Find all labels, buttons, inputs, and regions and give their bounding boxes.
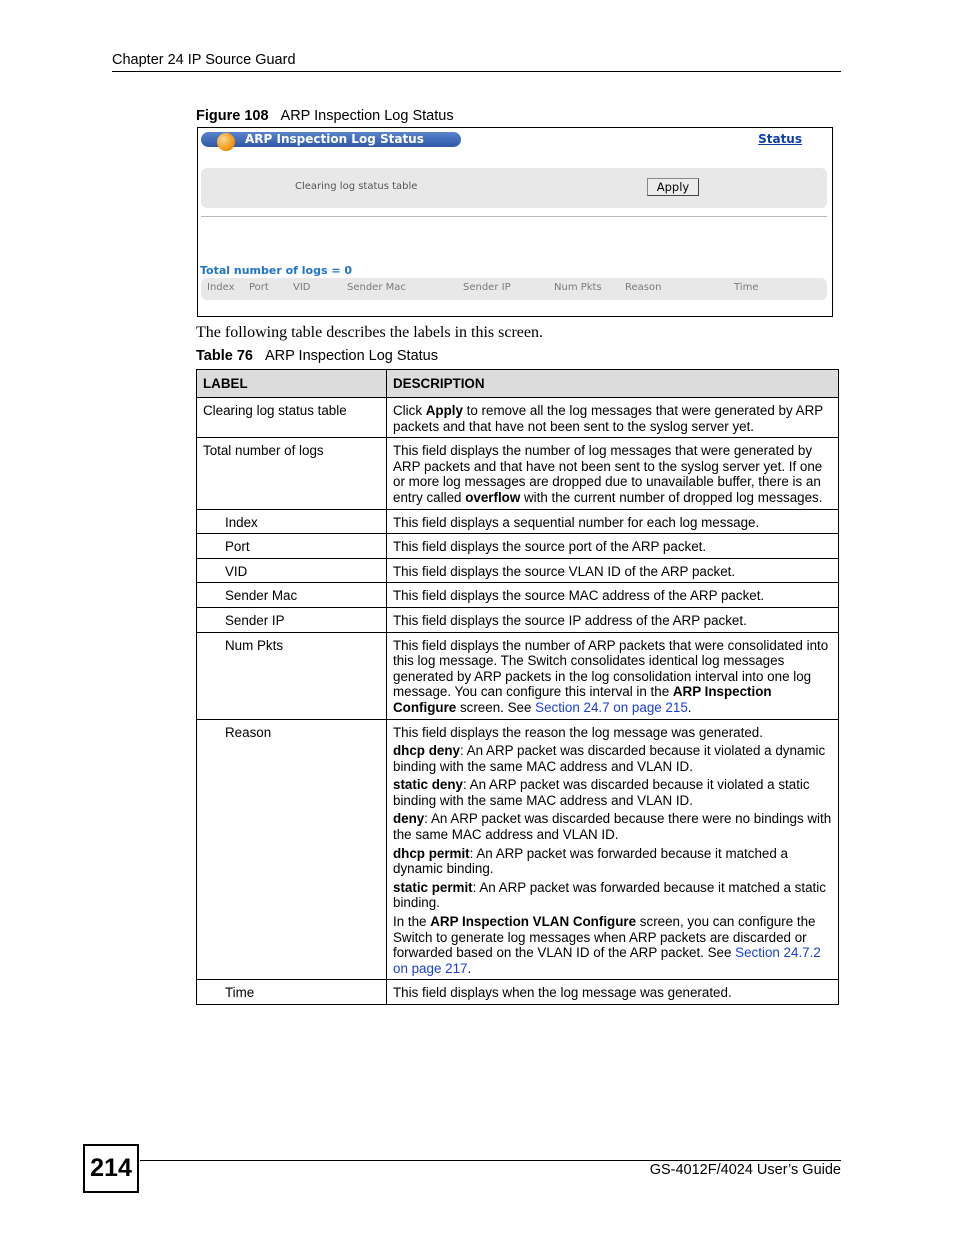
row-description: This field displays the source IP address of the ARP packet. [387,607,839,632]
footer-rule [140,1160,841,1161]
screenshot-figure [197,127,833,317]
orb-icon [217,133,235,151]
table-title: ARP Inspection Log Status [264,348,438,364]
col-header-vid: VID [293,282,311,293]
table-row [197,632,839,719]
chapter-header: Chapter 24 IP Source Guard [112,52,296,68]
figure-title: ARP Inspection Log Status [280,108,454,124]
row-label: Index [197,509,387,534]
separator-line [201,216,827,217]
row-description: This field displays the number of log messages that were generated by ARP packets and that have not been sent to the syslog server yet. If one or more log messages are dropped due to unavailable buffer, there is an entry called overflow with the current number of dropped log messages. [387,438,839,509]
col-header-num-pkts: Num Pkts [554,282,602,293]
header-label: LABEL [197,370,387,398]
header-description: DESCRIPTION [387,370,839,398]
total-logs-label: Total number of logs = 0 [200,264,353,277]
screen-title: ARP Inspection Log Status [245,132,424,146]
row-description: This field displays when the log message was generated. [387,980,839,1005]
row-label: Total number of logs [197,438,387,509]
intro-text: The following table describes the labels in this screen. [196,324,544,341]
screen-title-bar [201,132,461,147]
table-header-row [197,370,839,398]
guide-title: GS-4012F/4024 User’s Guide [649,1162,841,1178]
status-link[interactable]: Status [758,132,802,146]
row-description: This field displays the source VLAN ID of the ARP packet. [387,558,839,583]
row-description: This field displays the source port of the ARP packet. [387,534,839,559]
col-header-reason: Reason [625,282,662,293]
section-link[interactable]: Section 24.7 on page 215 [535,699,688,715]
table-number: Table 76 [196,348,253,364]
row-label: Reason [197,719,387,980]
row-description: This field displays the source MAC address of the ARP packet. [387,583,839,608]
col-header-sender-ip: Sender IP [463,282,511,293]
row-label: Time [197,980,387,1005]
row-description: This field displays a sequential number for each log message. [387,509,839,534]
row-label: Num Pkts [197,632,387,719]
section-link[interactable]: Section 24.7.2 on page 217 [393,945,821,976]
table-row [197,509,839,534]
table-row [197,607,839,632]
clear-log-label: Clearing log status table [295,181,418,192]
col-header-time: Time [734,282,759,293]
figure-caption [196,108,454,124]
table-row [197,438,839,509]
col-header-port: Port [249,282,269,293]
table-row [197,534,839,559]
row-label: VID [197,558,387,583]
table-row [197,719,839,980]
table-row [197,398,839,438]
table-caption [196,348,438,364]
row-description: This field displays the reason the log message was generated. dhcp deny: An ARP packet was discarded because it violated a dynamic binding with the same MAC address and VLAN ID. static deny: An ARP packet was discarded because it violated a static binding with the same MAC address and VLAN ID. deny: An ARP packet was discarded because there were no bindings with the same MAC address and VLAN ID. dhcp permit: An ARP packet was forwarded because it matched a dynamic binding. static permit: An ARP packet was forwarded because it matched a static binding. In the ARP Inspection VLAN Configure screen, you can configure the Switch to generate log messages when ARP packets are discarded or forwarded based on the VLAN ID of the ARP packet. See Section 24.7.2 on page 217. [387,719,839,980]
row-label: Clearing log status table [197,398,387,438]
table-row [197,583,839,608]
row-label: Port [197,534,387,559]
figure-number: Figure 108 [196,108,269,124]
description-table [196,369,839,1005]
row-label: Sender Mac [197,583,387,608]
apply-button[interactable]: Apply [647,178,699,196]
table-row [197,980,839,1005]
row-description: Click Apply to remove all the log messages that were generated by ARP packets and that have not been sent to the syslog server yet. [387,398,839,438]
col-header-index: Index [207,282,235,293]
row-description: This field displays the number of ARP packets that were consolidated into this log message. The Switch consolidates identical log messages generated by ARP packets in the log consolidation interval into one log message. You can configure this interval in the ARP Inspection Configure screen. See Section 24.7 on page 215. [387,632,839,719]
header-rule [112,71,841,72]
table-row [197,558,839,583]
row-label: Sender IP [197,607,387,632]
col-header-sender-mac: Sender Mac [347,282,406,293]
page-number: 214 [83,1144,139,1193]
